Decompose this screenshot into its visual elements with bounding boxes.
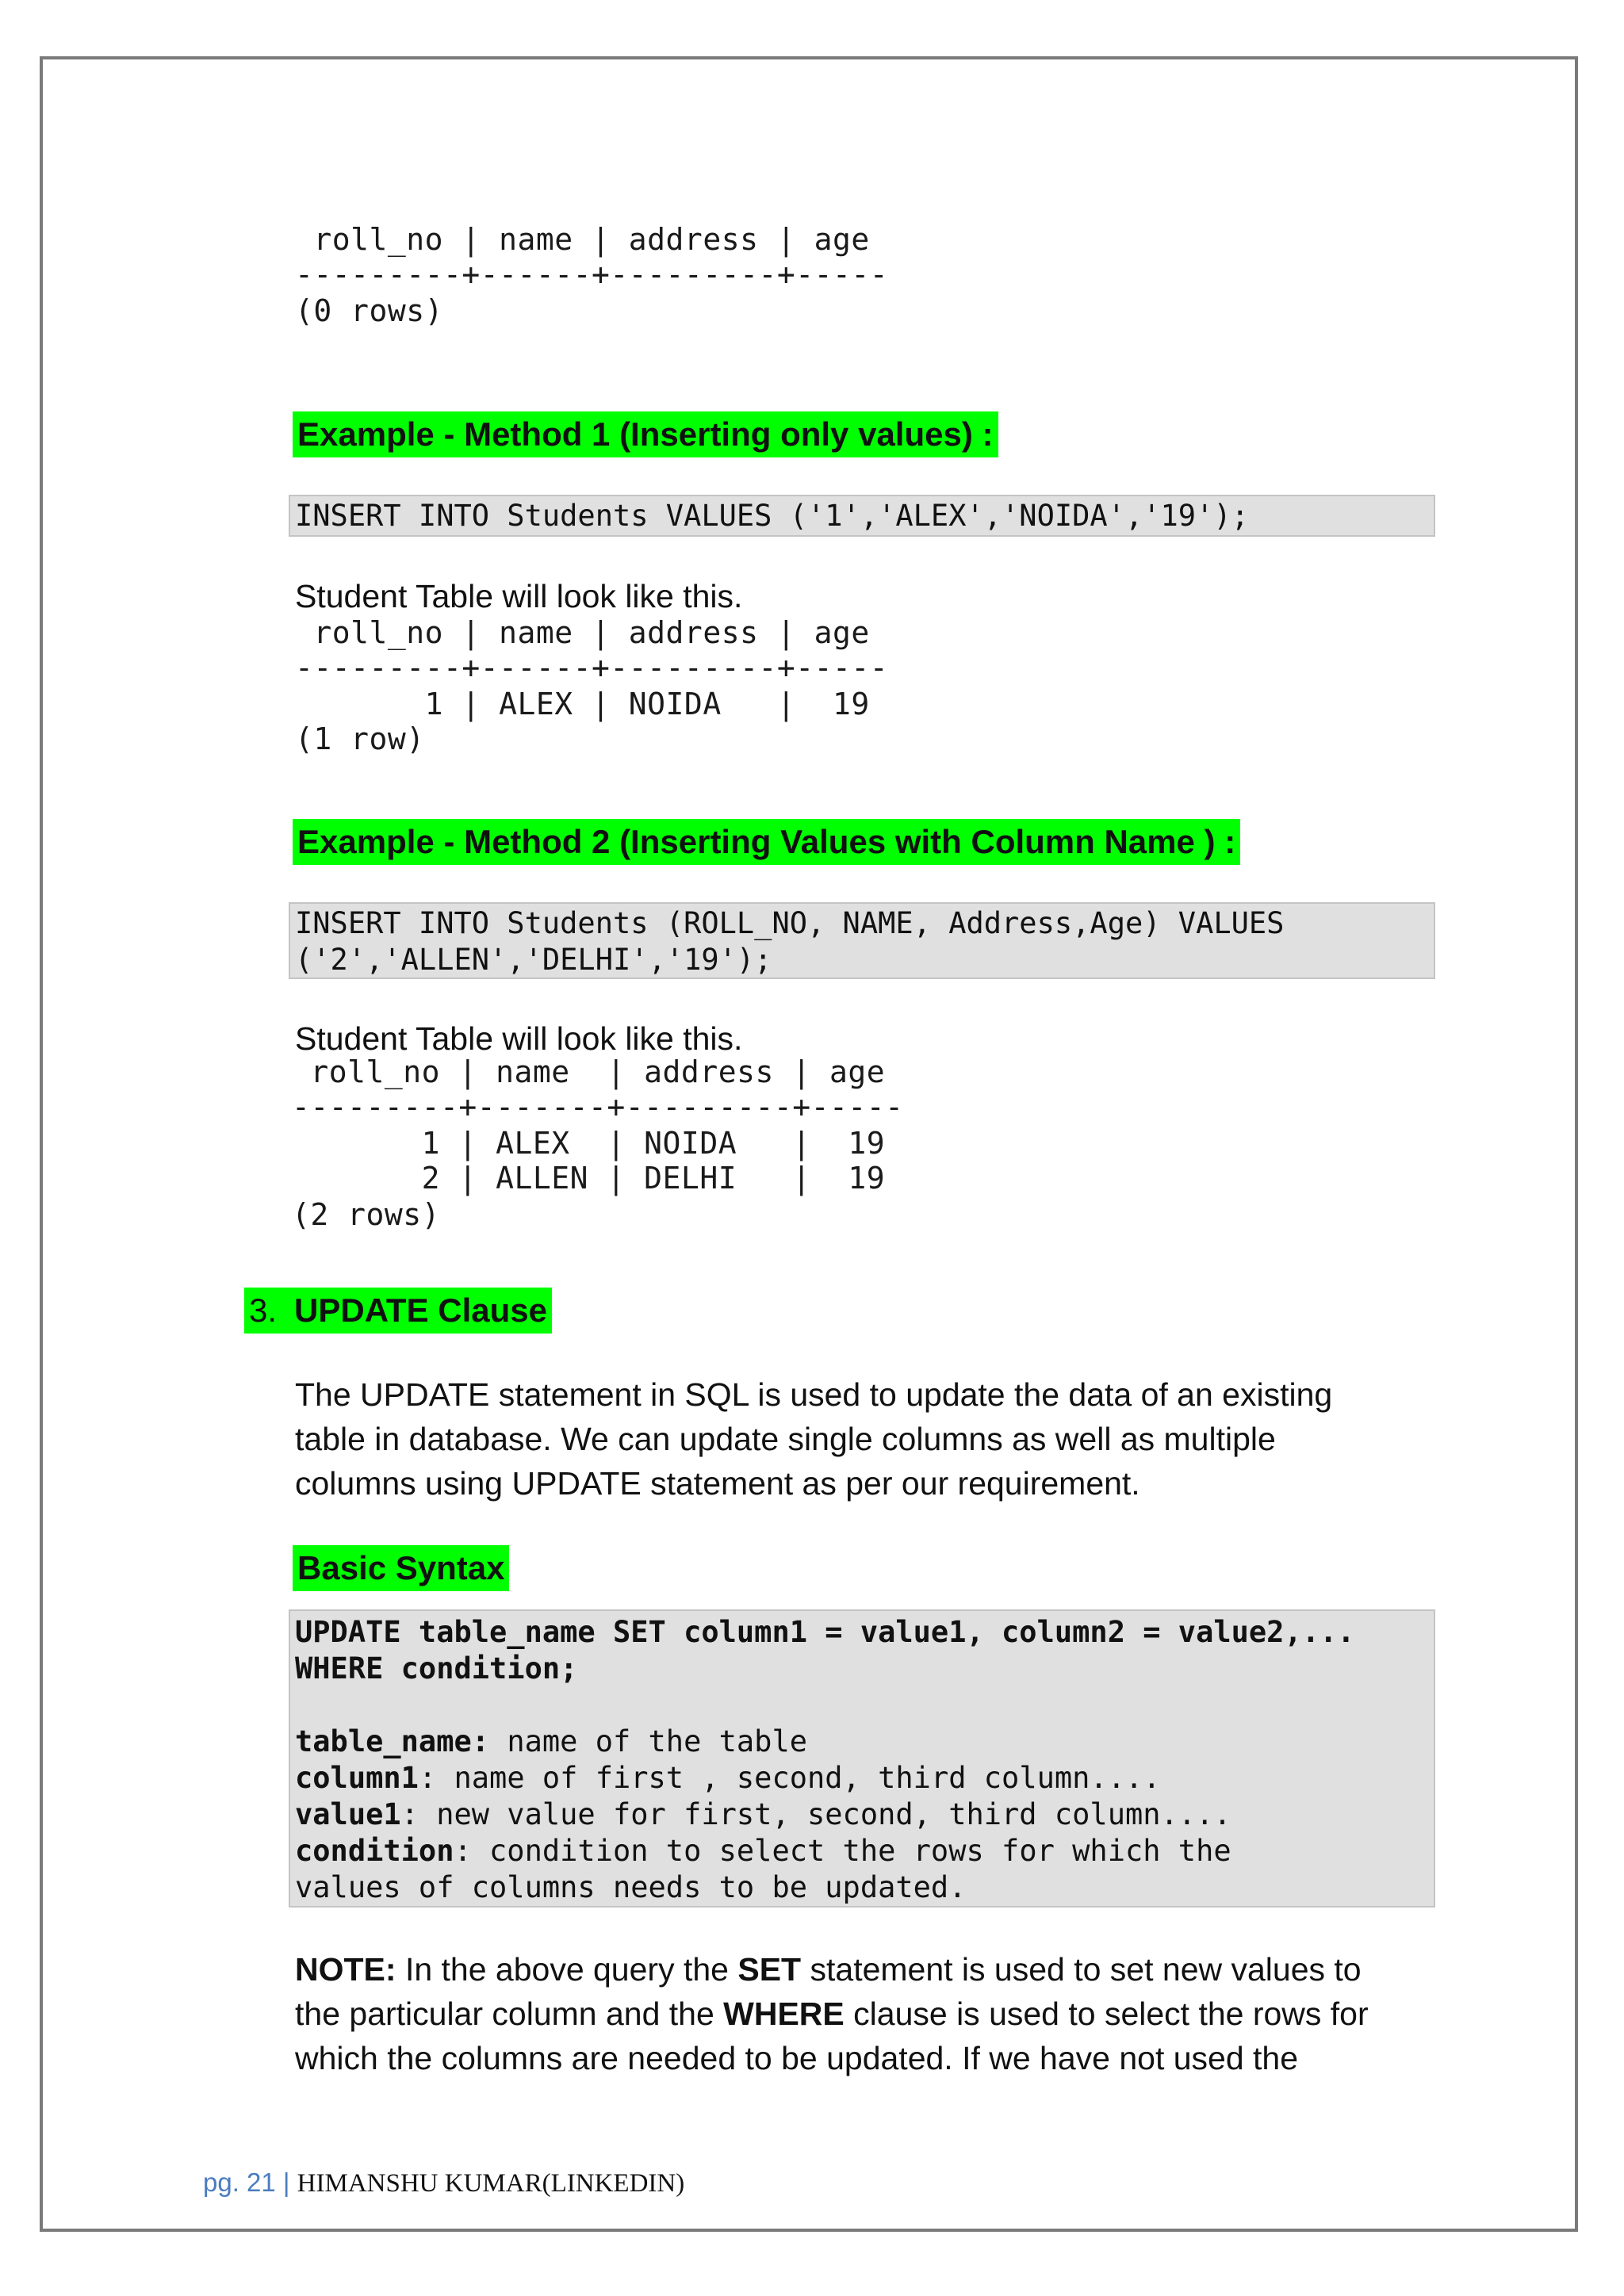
basic-syntax-heading: Basic Syntax	[293, 1545, 509, 1591]
definition-term: value1	[295, 1797, 401, 1831]
page-footer	[203, 2165, 684, 2201]
syntax-line: WHERE condition;	[295, 1651, 578, 1686]
method2-code-line: ('2','ALLEN','DELHI','19');	[295, 943, 772, 977]
syntax-code-block	[289, 1609, 1435, 1908]
footer-separator: |	[275, 2168, 297, 2197]
section-number: 3.	[249, 1292, 278, 1329]
table-row: 1 | ALEX | NOIDA | 19	[292, 1126, 886, 1161]
table-row-count: (1 row)	[295, 721, 425, 756]
note-text: In the above query the	[396, 1951, 738, 1988]
definition-text: name of the table	[489, 1724, 808, 1758]
note-text: statement is used to set new values to	[801, 1951, 1362, 1988]
definition-line	[295, 1797, 1429, 1833]
definition-line	[295, 1760, 1429, 1797]
note-line	[295, 1992, 1369, 2036]
table-header: roll_no | name | address | age	[295, 222, 870, 257]
table-divider: ---------+------+---------+-----	[295, 650, 889, 685]
definition-term: column1	[295, 1761, 419, 1795]
method1-code-block	[289, 495, 1435, 537]
definition-text: : condition to select the rows for which the	[454, 1834, 1231, 1868]
syntax-line: UPDATE table_name SET column1 = value1, column2 = value2,...	[295, 1615, 1355, 1649]
table-divider: ---------+-------+---------+-----	[292, 1089, 904, 1124]
page-number: pg. 21	[203, 2168, 276, 2197]
definition-text: : new value for first, second, third column....	[400, 1797, 1231, 1831]
definition-term: condition	[295, 1834, 454, 1868]
note-line	[295, 1947, 1369, 1992]
paragraph-line: columns using UPDATE statement as per our requirement.	[295, 1465, 1140, 1502]
table-row: 2 | ALLEN | DELHI | 19	[292, 1161, 886, 1196]
definition-line	[295, 1833, 1429, 1869]
method2-code-line: INSERT INTO Students (ROLL_NO, NAME, Address,Age) VALUES	[295, 906, 1285, 940]
update-paragraph	[295, 1372, 1332, 1506]
note-keyword: SET	[737, 1951, 802, 1988]
update-section-heading	[244, 1288, 552, 1334]
table-divider: ---------+------+---------+-----	[295, 257, 889, 292]
table-row-count: (0 rows)	[295, 293, 444, 328]
table-row: 1 | ALEX | NOIDA | 19	[295, 687, 870, 721]
section-title: UPDATE Clause	[294, 1292, 547, 1329]
definition-line: values of columns needs to be updated.	[295, 1870, 967, 1904]
paragraph-line: table in database. We can update single columns as well as multiple	[295, 1421, 1276, 1457]
method2-caption: Student Table will look like this.	[295, 1020, 743, 1057]
note-paragraph	[295, 1947, 1369, 2080]
method1-caption: Student Table will look like this.	[295, 578, 743, 614]
note-label: NOTE:	[295, 1951, 396, 1988]
definition-term: table_name:	[295, 1724, 490, 1758]
method2-heading: Example - Method 2 (Inserting Values with Column Name ) :	[293, 819, 1240, 865]
method2-code-block	[289, 902, 1435, 979]
note-text: clause is used to select the rows for	[844, 1996, 1369, 2032]
definition-line	[295, 1724, 1429, 1760]
table-header: roll_no | name | address | age	[295, 615, 870, 650]
note-text: the particular column and the	[295, 1996, 724, 2032]
table-row-count: (2 rows)	[292, 1197, 441, 1232]
note-line: which the columns are needed to be updated. If we have not used the	[295, 2040, 1299, 2076]
method1-code: INSERT INTO Students VALUES ('1','ALEX','NOIDA','19');	[295, 499, 1249, 533]
definition-text: : name of first , second, third column....	[418, 1761, 1161, 1795]
note-keyword: WHERE	[723, 1996, 845, 2032]
author-credit: HIMANSHU KUMAR(LINKEDIN)	[297, 2169, 685, 2198]
method1-heading: Example - Method 1 (Inserting only values) :	[293, 411, 998, 457]
table-header: roll_no | name | address | age	[292, 1054, 886, 1089]
paragraph-line: The UPDATE statement in SQL is used to update the data of an existing	[295, 1376, 1333, 1413]
